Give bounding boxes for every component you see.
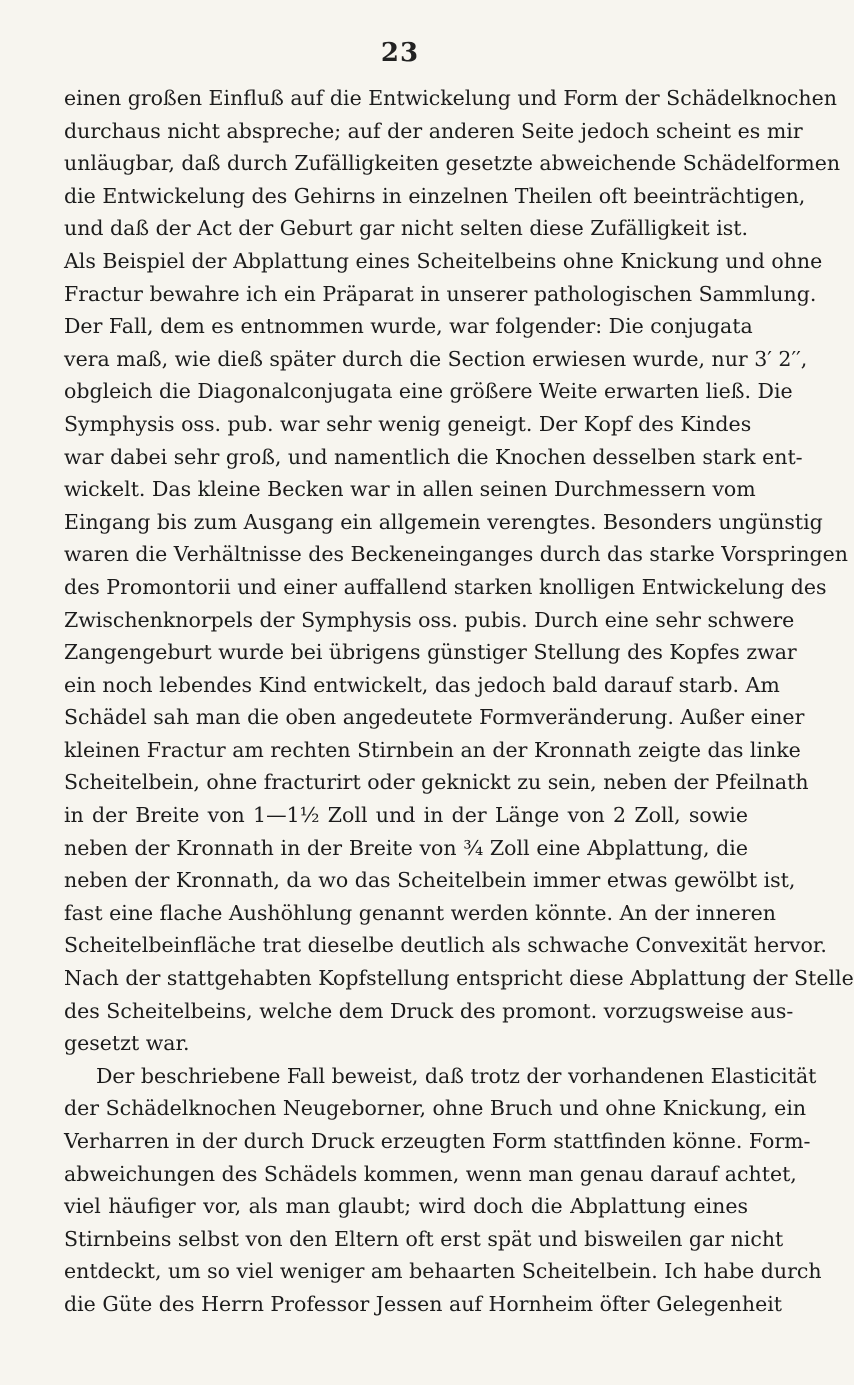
text-line: durchaus nicht abspreche; auf der anderen Seite jedoch scheint es mir xyxy=(64,118,803,143)
text-line: einen großen Einfluß auf die Entwickelung und Form der Schädelknochen xyxy=(64,86,837,110)
text-line: in der Breite von 1—1½ Zoll und in der Länge von 2 Zoll, sowie xyxy=(64,803,748,828)
text-line: entdeckt, um so viel weniger am behaarten Scheitelbein. Ich habe durch xyxy=(64,1259,822,1284)
text-line: Zwischenknorpels der Symphysis oss. pubis. Durch eine sehr schwere xyxy=(64,607,795,632)
text-line: Schädel sah man die oben angedeutete Formveränderung. Außer einer xyxy=(64,705,805,730)
text-line: Als Beispiel der Abplattung eines Scheitelbeins ohne Knickung und ohne xyxy=(64,248,823,273)
text-line: obgleich die Diagonalconjugata eine größere Weite erwarten ließ. Die xyxy=(64,379,793,404)
text-line: neben der Kronnath in der Breite von ¾ Zoll eine Abplattung, die xyxy=(64,835,748,860)
text-line: ein noch lebendes Kind entwickelt, das jedoch bald darauf starb. Am xyxy=(64,672,780,697)
text-line: und daß der Act der Geburt gar nicht selten diese Zufälligkeit ist. xyxy=(64,216,749,241)
text-line: Eingang bis zum Ausgang ein allgemein verengtes. Besonders ungünstig xyxy=(64,509,823,534)
text-line: wickelt. Das kleine Becken war in allen seinen Durchmessern vom xyxy=(64,477,756,502)
text-line: waren die Verhältnisse des Beckeneinganges durch das starke Vorspringen xyxy=(64,542,849,567)
text-line: Fractur bewahre ich ein Präparat in unserer pathologischen Sammlung. xyxy=(64,281,817,306)
text-line: Symphysis oss. pub. war sehr wenig geneigt. Der Kopf des Kindes xyxy=(64,411,752,436)
text-line: Verharren in der durch Druck erzeugten Form stattfinden könne. Form- xyxy=(64,1129,811,1153)
text-line: viel häufiger vor, als man glaubt; wird doch die Abplattung eines xyxy=(64,1194,748,1219)
text-line: kleinen Fractur am rechten Stirnbein an der Kronnath zeigte das linke xyxy=(64,737,801,762)
text-line: neben der Kronnath, da wo das Scheitelbein immer etwas gewölbt ist, xyxy=(64,868,796,893)
text-line: des Promontorii und einer auffallend starken knolligen Entwickelung des xyxy=(64,574,827,599)
page-number: 23 xyxy=(380,38,420,68)
text-line: Stirnbeins selbst von den Eltern oft erst spät und bisweilen gar nicht xyxy=(64,1226,784,1251)
text-line: Der Fall, dem es entnommen wurde, war folgender: Die conjugata xyxy=(64,314,753,339)
text-line: gesetzt war. xyxy=(64,1031,190,1056)
text-line: Nach der stattgehabten Kopfstellung entspricht diese Abplattung der Stelle xyxy=(64,966,854,991)
text-line: abweichungen des Schädels kommen, wenn man genau darauf achtet, xyxy=(64,1161,797,1186)
text-line: fast eine flache Aushöhlung genannt werden könnte. An der inneren xyxy=(64,900,776,925)
text-line: die Güte des Herrn Professor Jessen auf Hornheim öfter Gelegenheit xyxy=(64,1291,783,1316)
text-line: war dabei sehr groß, und namentlich die Knochen desselben stark ent- xyxy=(64,444,803,469)
text-line: vera maß, wie dieß später durch die Section erwiesen wurde, nur 3′ 2′′, xyxy=(64,346,808,371)
text-line: unläugbar, daß durch Zufälligkeiten gesetzte abweichende Schädelformen xyxy=(64,151,841,176)
body-text xyxy=(64,82,854,1321)
text-line: der Schädelknochen Neugeborner, ohne Bruch und ohne Knickung, ein xyxy=(64,1096,807,1121)
text-line: Zangengeburt wurde bei übrigens günstiger Stellung des Kopfes zwar xyxy=(64,640,797,665)
text-line: die Entwickelung des Gehirns in einzelnen Theilen oft beeinträchtigen, xyxy=(64,183,806,208)
text-line: Scheitelbeinfläche trat dieselbe deutlich als schwache Convexität hervor. xyxy=(64,933,827,958)
text-line: Der beschriebene Fall beweist, daß trotz der vorhandenen Elasticität xyxy=(96,1063,817,1088)
text-line: des Scheitelbeins, welche dem Druck des promont. vorzugsweise aus- xyxy=(64,998,794,1023)
text-line: Scheitelbein, ohne fracturirt oder geknickt zu sein, neben der Pfeilnath xyxy=(64,770,809,795)
